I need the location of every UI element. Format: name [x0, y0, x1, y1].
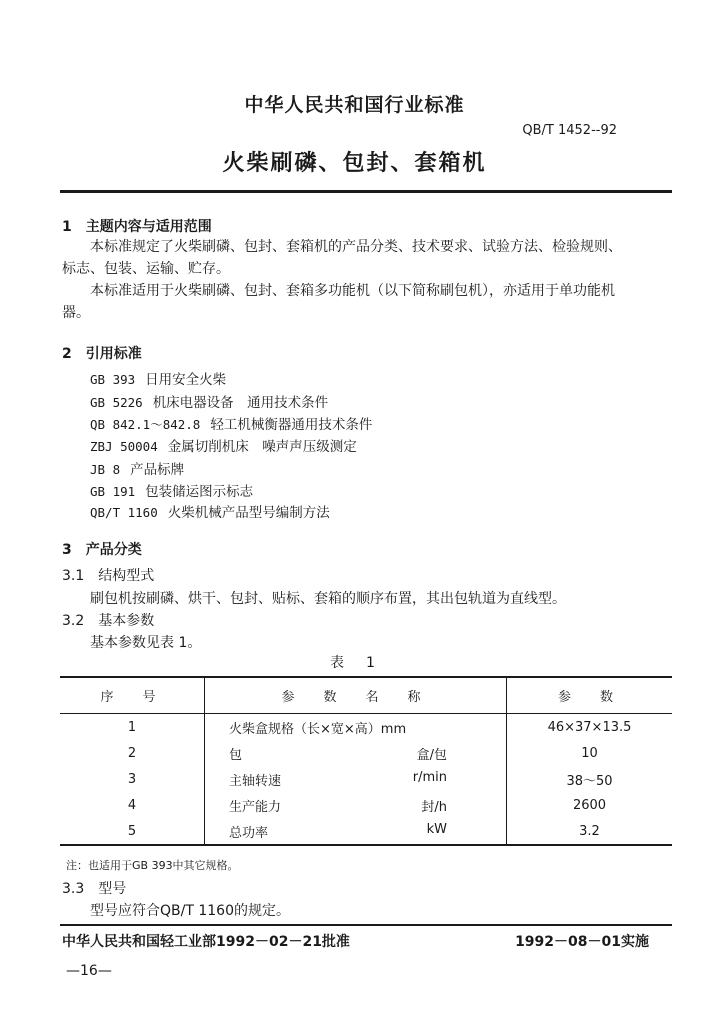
param-unit: 盒/包	[416, 747, 447, 763]
section-3-3-heading: 3.3 型号	[62, 881, 127, 897]
effective-date: 1992－08－01实施	[515, 934, 649, 950]
reference-item	[90, 368, 226, 388]
section-3-1-heading: 3.1 结构型式	[62, 568, 155, 584]
reference-title: 火柴机械产品型号编制方法	[167, 505, 330, 521]
section-1-para-1-line-2: 标志、包装、运输、贮存。	[62, 261, 230, 277]
reference-title: 机床电器设备 通用技术条件	[152, 395, 329, 411]
reference-item	[90, 413, 372, 433]
param-name: 包	[229, 747, 243, 763]
param-name: 总功率	[229, 825, 269, 841]
table-row	[60, 714, 672, 741]
row-name-cell	[205, 818, 507, 845]
row-name-cell	[205, 766, 507, 792]
standard-code: QB/T 1452--92	[522, 123, 617, 138]
table-row	[60, 818, 672, 845]
reference-code: JB 8	[90, 462, 121, 477]
row-number: 2	[60, 740, 205, 766]
row-name-cell	[205, 714, 507, 741]
row-name-cell	[205, 792, 507, 818]
section-3-2-text: 基本参数见表 1。	[90, 635, 202, 651]
section-3-heading: 3 产品分类	[62, 542, 142, 558]
reference-item	[90, 480, 253, 500]
table-header-row	[60, 677, 672, 714]
param-unit: 封/h	[421, 799, 447, 815]
page-number: —16—	[66, 963, 112, 979]
row-number: 3	[60, 766, 205, 792]
table-row	[60, 740, 672, 766]
param-value: 10	[581, 745, 598, 761]
reference-code: GB 191	[90, 484, 136, 499]
param-name: 火柴盒规格（长×宽×高）mm	[229, 721, 407, 737]
parameters-table	[60, 677, 672, 846]
reference-code: QB/T 1160	[90, 505, 158, 520]
reference-code: GB 5226	[90, 395, 143, 410]
row-number: 1	[60, 714, 205, 741]
section-1-heading: 1 主题内容与适用范围	[62, 219, 212, 235]
section-1-para-2-line-1: 本标准适用于火柴刷磷、包封、套箱多功能机（以下简称刷包机），亦适用于单功能机	[90, 283, 615, 299]
reference-item	[90, 435, 357, 455]
reference-title: 日用安全火柴	[145, 372, 227, 388]
reference-code: QB 842.1～842.8	[90, 417, 201, 432]
section-3-2-heading: 3.2 基本参数	[62, 613, 155, 629]
row-number: 5	[60, 818, 205, 845]
section-2-heading: 2 引用标准	[62, 346, 142, 362]
section-3-3-text: 型号应符合QB/T 1160的规定。	[90, 903, 290, 919]
reference-title: 产品标牌	[130, 462, 185, 478]
reference-title: 轻工机械衡器通用技术条件	[210, 417, 373, 433]
document-title: 火柴刷磷、包封、套箱机	[222, 151, 487, 176]
reference-item	[90, 501, 330, 521]
standard-type-heading: 中华人民共和国行业标准	[244, 94, 465, 116]
footer-divider	[60, 924, 672, 926]
reference-item	[90, 458, 184, 478]
column-header-name: 参 数 名 称	[205, 677, 507, 714]
row-name-cell	[205, 740, 507, 766]
section-1-para-2-line-2: 器。	[62, 305, 90, 321]
table-caption: 表 1	[330, 655, 379, 671]
param-name: 主轴转速	[229, 773, 282, 789]
table-row	[60, 766, 672, 792]
param-unit: kW	[426, 821, 447, 837]
param-unit: r/min	[412, 769, 447, 785]
reference-item	[90, 391, 328, 411]
reference-code: ZBJ 50004	[90, 439, 158, 454]
reference-code: GB 393	[90, 372, 136, 387]
param-value: 38～50	[566, 773, 613, 789]
reference-title: 包装储运图示标志	[145, 484, 254, 500]
param-value: 46×37×13.5	[547, 719, 632, 735]
title-divider	[60, 190, 672, 193]
table-note: 注：也适用于GB 393中其它规格。	[66, 859, 239, 872]
param-name: 生产能力	[229, 799, 282, 815]
column-header-number: 序 号	[60, 677, 205, 714]
column-header-value: 参 数	[507, 677, 673, 714]
reference-title: 金属切削机床 噪声声压级测定	[167, 439, 357, 455]
row-number: 4	[60, 792, 205, 818]
param-value: 2600	[572, 797, 607, 813]
table-row	[60, 792, 672, 818]
section-1-para-1-line-1: 本标准规定了火柴刷磷、包封、套箱机的产品分类、技术要求、试验方法、检验规则、	[90, 239, 622, 255]
param-value: 3.2	[507, 818, 673, 845]
approval-date: 中华人民共和国轻工业部1992－02－21批准	[62, 934, 350, 950]
section-3-1-text: 刷包机按刷磷、烘干、包封、贴标、套箱的顺序布置，其出包轨道为直线型。	[90, 591, 566, 607]
